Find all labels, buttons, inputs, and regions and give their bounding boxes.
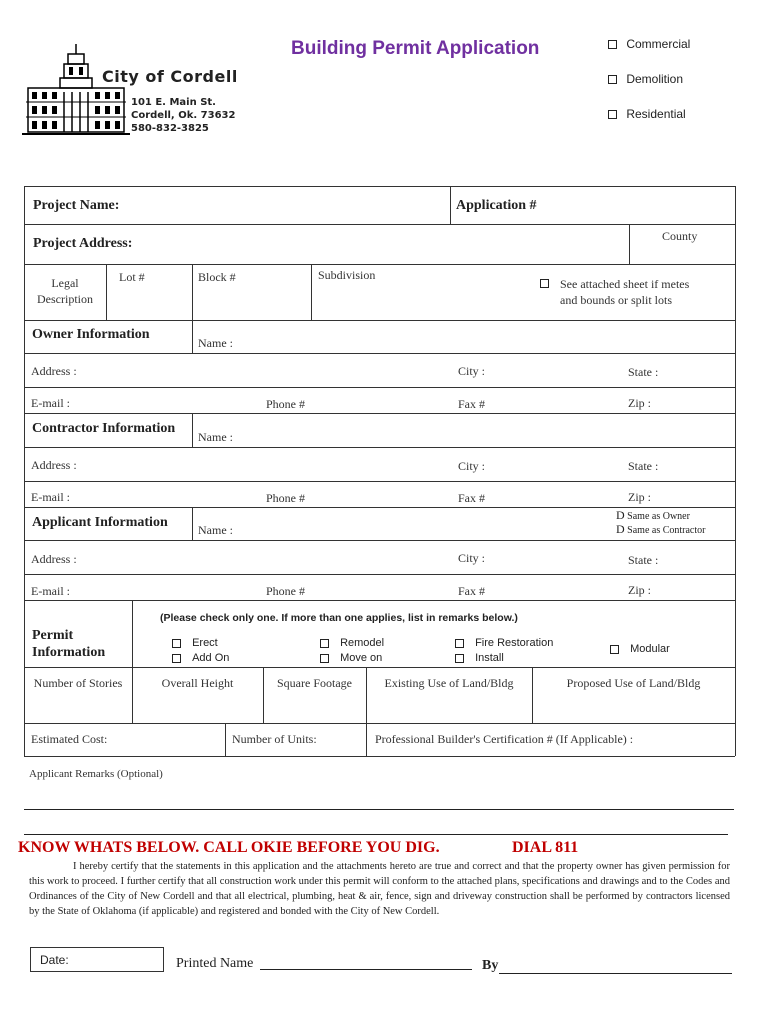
existing-use-label: Existing Use of Land/Bldg bbox=[384, 676, 514, 690]
add-on-label: Add On bbox=[192, 652, 230, 664]
owner-email-field[interactable]: E-mail : bbox=[31, 396, 70, 410]
applicant-information-heading: Applicant Information bbox=[32, 515, 168, 530]
add-on-checkbox[interactable] bbox=[172, 654, 181, 663]
applicant-fax-field[interactable]: Fax # bbox=[458, 584, 485, 598]
certification-statement: I hereby certify that the statements in this application and the attachments hereto are true and correct and that the property owner has given permission for this work to proceed. I further certify that all construction work under this permit will conform to the attached plans, specifications and drawings and to the Codes and Ordinances of the City of New Cordell and that all electrical, plumbing, heat & air, fence, sign and driveway construction shall be performed by contractors licensed by the State of Oklahoma (if applicable) and registered and bonded with the City of New Cordell. bbox=[29, 861, 730, 917]
same-as-contractor-option[interactable]: D Same as Contractor bbox=[616, 522, 706, 536]
legal-label-line2: Description bbox=[37, 292, 93, 306]
date-field[interactable] bbox=[30, 947, 164, 972]
commercial-label: Commercial bbox=[626, 37, 691, 51]
remodel-label: Remodel bbox=[340, 637, 385, 649]
applicant-same-as-options bbox=[616, 509, 705, 537]
permit-type-commercial[interactable] bbox=[608, 37, 690, 51]
owner-phone-field[interactable]: Phone # bbox=[266, 397, 305, 411]
printed-name-line[interactable] bbox=[260, 969, 472, 970]
contractor-fax-field[interactable]: Fax # bbox=[458, 491, 485, 505]
fire-restoration-checkbox[interactable] bbox=[455, 639, 464, 648]
owner-city-field[interactable]: City : bbox=[458, 364, 486, 378]
call-before-dig-warning: KNOW WHATS BELOW. CALL OKIE BEFORE YOU DIG. bbox=[18, 839, 440, 856]
signature-line[interactable] bbox=[499, 973, 732, 974]
remodel-checkbox[interactable] bbox=[320, 639, 329, 648]
subdivision-label: Subdivision bbox=[318, 268, 376, 282]
modular-label: Modular bbox=[630, 643, 670, 655]
option-fire-restoration[interactable] bbox=[455, 636, 553, 651]
address-line-2: Cordell, Ok. 73632 bbox=[131, 110, 236, 121]
project-address-label: Project Address: bbox=[33, 236, 133, 251]
permit-options-col3 bbox=[455, 636, 553, 664]
install-label: Install bbox=[475, 652, 504, 664]
application-number-label: Application # bbox=[456, 198, 537, 213]
install-checkbox[interactable] bbox=[455, 654, 464, 663]
same-as-owner-label: Same as Owner bbox=[627, 511, 690, 522]
same-as-contractor-label: Same as Contractor bbox=[627, 525, 706, 536]
applicant-email-field[interactable]: E-mail : bbox=[31, 584, 70, 598]
contractor-city-field[interactable]: City : bbox=[458, 459, 486, 473]
applicant-phone-field[interactable]: Phone # bbox=[266, 584, 305, 598]
owner-state-field[interactable]: State : bbox=[628, 365, 659, 379]
permit-type-demolition[interactable] bbox=[608, 72, 683, 86]
permit-options-col1 bbox=[172, 636, 229, 664]
city-address bbox=[131, 96, 235, 135]
applicant-name-field[interactable]: Name : bbox=[198, 523, 233, 537]
attached-sheet-checkbox[interactable] bbox=[540, 279, 549, 288]
block-label: Block # bbox=[198, 270, 236, 284]
commercial-checkbox[interactable] bbox=[608, 40, 617, 49]
date-label: Date: bbox=[40, 953, 69, 967]
modular-checkbox[interactable] bbox=[610, 645, 619, 654]
move-on-label: Move on bbox=[340, 652, 383, 664]
city-hall-logo bbox=[22, 42, 130, 137]
move-on-checkbox[interactable] bbox=[320, 654, 329, 663]
printed-name-label: Printed Name bbox=[176, 956, 254, 971]
owner-name-field[interactable]: Name : bbox=[198, 336, 233, 350]
page-title: Building Permit Application bbox=[291, 38, 540, 59]
builder-certification-field[interactable]: Professional Builder's Certification # (If Applicable) : bbox=[375, 732, 634, 746]
permit-options-col2 bbox=[320, 636, 384, 664]
permit-heading-line2: Information bbox=[32, 645, 106, 660]
remarks-label: Applicant Remarks (Optional) bbox=[29, 768, 163, 780]
square-footage-label: Square Footage bbox=[277, 676, 352, 690]
demolition-checkbox[interactable] bbox=[608, 75, 617, 84]
contractor-state-field[interactable]: State : bbox=[628, 459, 659, 473]
permit-heading-line1: Permit bbox=[32, 628, 74, 643]
remarks-line-1[interactable] bbox=[24, 809, 734, 810]
applicant-address-field[interactable]: Address : bbox=[31, 552, 77, 566]
option-add-on[interactable] bbox=[172, 651, 229, 664]
owner-information-heading: Owner Information bbox=[32, 327, 150, 342]
estimated-cost-field[interactable]: Estimated Cost: bbox=[31, 732, 108, 746]
by-label: By bbox=[482, 958, 499, 973]
option-install[interactable] bbox=[455, 651, 553, 664]
overall-height-label: Overall Height bbox=[161, 676, 234, 690]
county-label: County bbox=[662, 229, 698, 243]
demolition-label: Demolition bbox=[626, 72, 684, 86]
fire-restoration-label: Fire Restoration bbox=[475, 637, 554, 649]
permit-type-residential[interactable] bbox=[608, 107, 686, 121]
residential-checkbox[interactable] bbox=[608, 110, 617, 119]
same-as-owner-option[interactable]: D Same as Owner bbox=[616, 508, 690, 522]
attached-line2: and bounds or split lots bbox=[560, 293, 673, 307]
residential-label: Residential bbox=[626, 107, 686, 121]
option-erect[interactable] bbox=[172, 636, 229, 651]
legal-description-label bbox=[24, 275, 106, 307]
owner-address-field[interactable]: Address : bbox=[31, 364, 77, 378]
city-name: City of Cordell bbox=[102, 67, 238, 86]
city-phone: 580-832-3825 bbox=[131, 123, 209, 134]
option-modular[interactable] bbox=[610, 643, 670, 655]
option-move-on[interactable] bbox=[320, 651, 384, 664]
remarks-line-2[interactable] bbox=[24, 834, 728, 835]
applicant-city-field[interactable]: City : bbox=[458, 551, 486, 565]
erect-checkbox[interactable] bbox=[172, 639, 181, 648]
contractor-name-field[interactable]: Name : bbox=[198, 430, 233, 444]
permit-information-heading bbox=[32, 627, 105, 661]
contractor-address-field[interactable]: Address : bbox=[31, 458, 77, 472]
dial-811: DIAL 811 bbox=[512, 839, 579, 856]
contractor-zip-field[interactable]: Zip : bbox=[628, 490, 651, 504]
lot-label: Lot # bbox=[119, 270, 145, 284]
legal-label-line1: Legal bbox=[51, 276, 79, 290]
address-line-1: 101 E. Main St. bbox=[131, 97, 216, 108]
applicant-state-field[interactable]: State : bbox=[628, 553, 659, 567]
contractor-email-field[interactable]: E-mail : bbox=[31, 490, 70, 504]
project-name-label: Project Name: bbox=[33, 198, 120, 213]
number-of-units-field[interactable]: Number of Units: bbox=[232, 732, 317, 746]
attached-sheet-option[interactable] bbox=[540, 276, 689, 308]
permit-instruction: (Please check only one. If more than one applies, list in remarks below.) bbox=[160, 612, 518, 624]
applicant-zip-field[interactable]: Zip : bbox=[628, 583, 651, 597]
option-remodel[interactable] bbox=[320, 636, 384, 651]
owner-zip-field[interactable]: Zip : bbox=[628, 396, 651, 410]
contractor-phone-field[interactable]: Phone # bbox=[266, 491, 305, 505]
attached-line1: See attached sheet if metes bbox=[560, 277, 690, 291]
owner-fax-field[interactable]: Fax # bbox=[458, 397, 485, 411]
erect-label: Erect bbox=[192, 637, 218, 649]
contractor-information-heading: Contractor Information bbox=[32, 421, 176, 436]
number-of-stories-label: Number of Stories bbox=[33, 676, 123, 690]
proposed-use-label: Proposed Use of Land/Bldg bbox=[566, 676, 701, 690]
